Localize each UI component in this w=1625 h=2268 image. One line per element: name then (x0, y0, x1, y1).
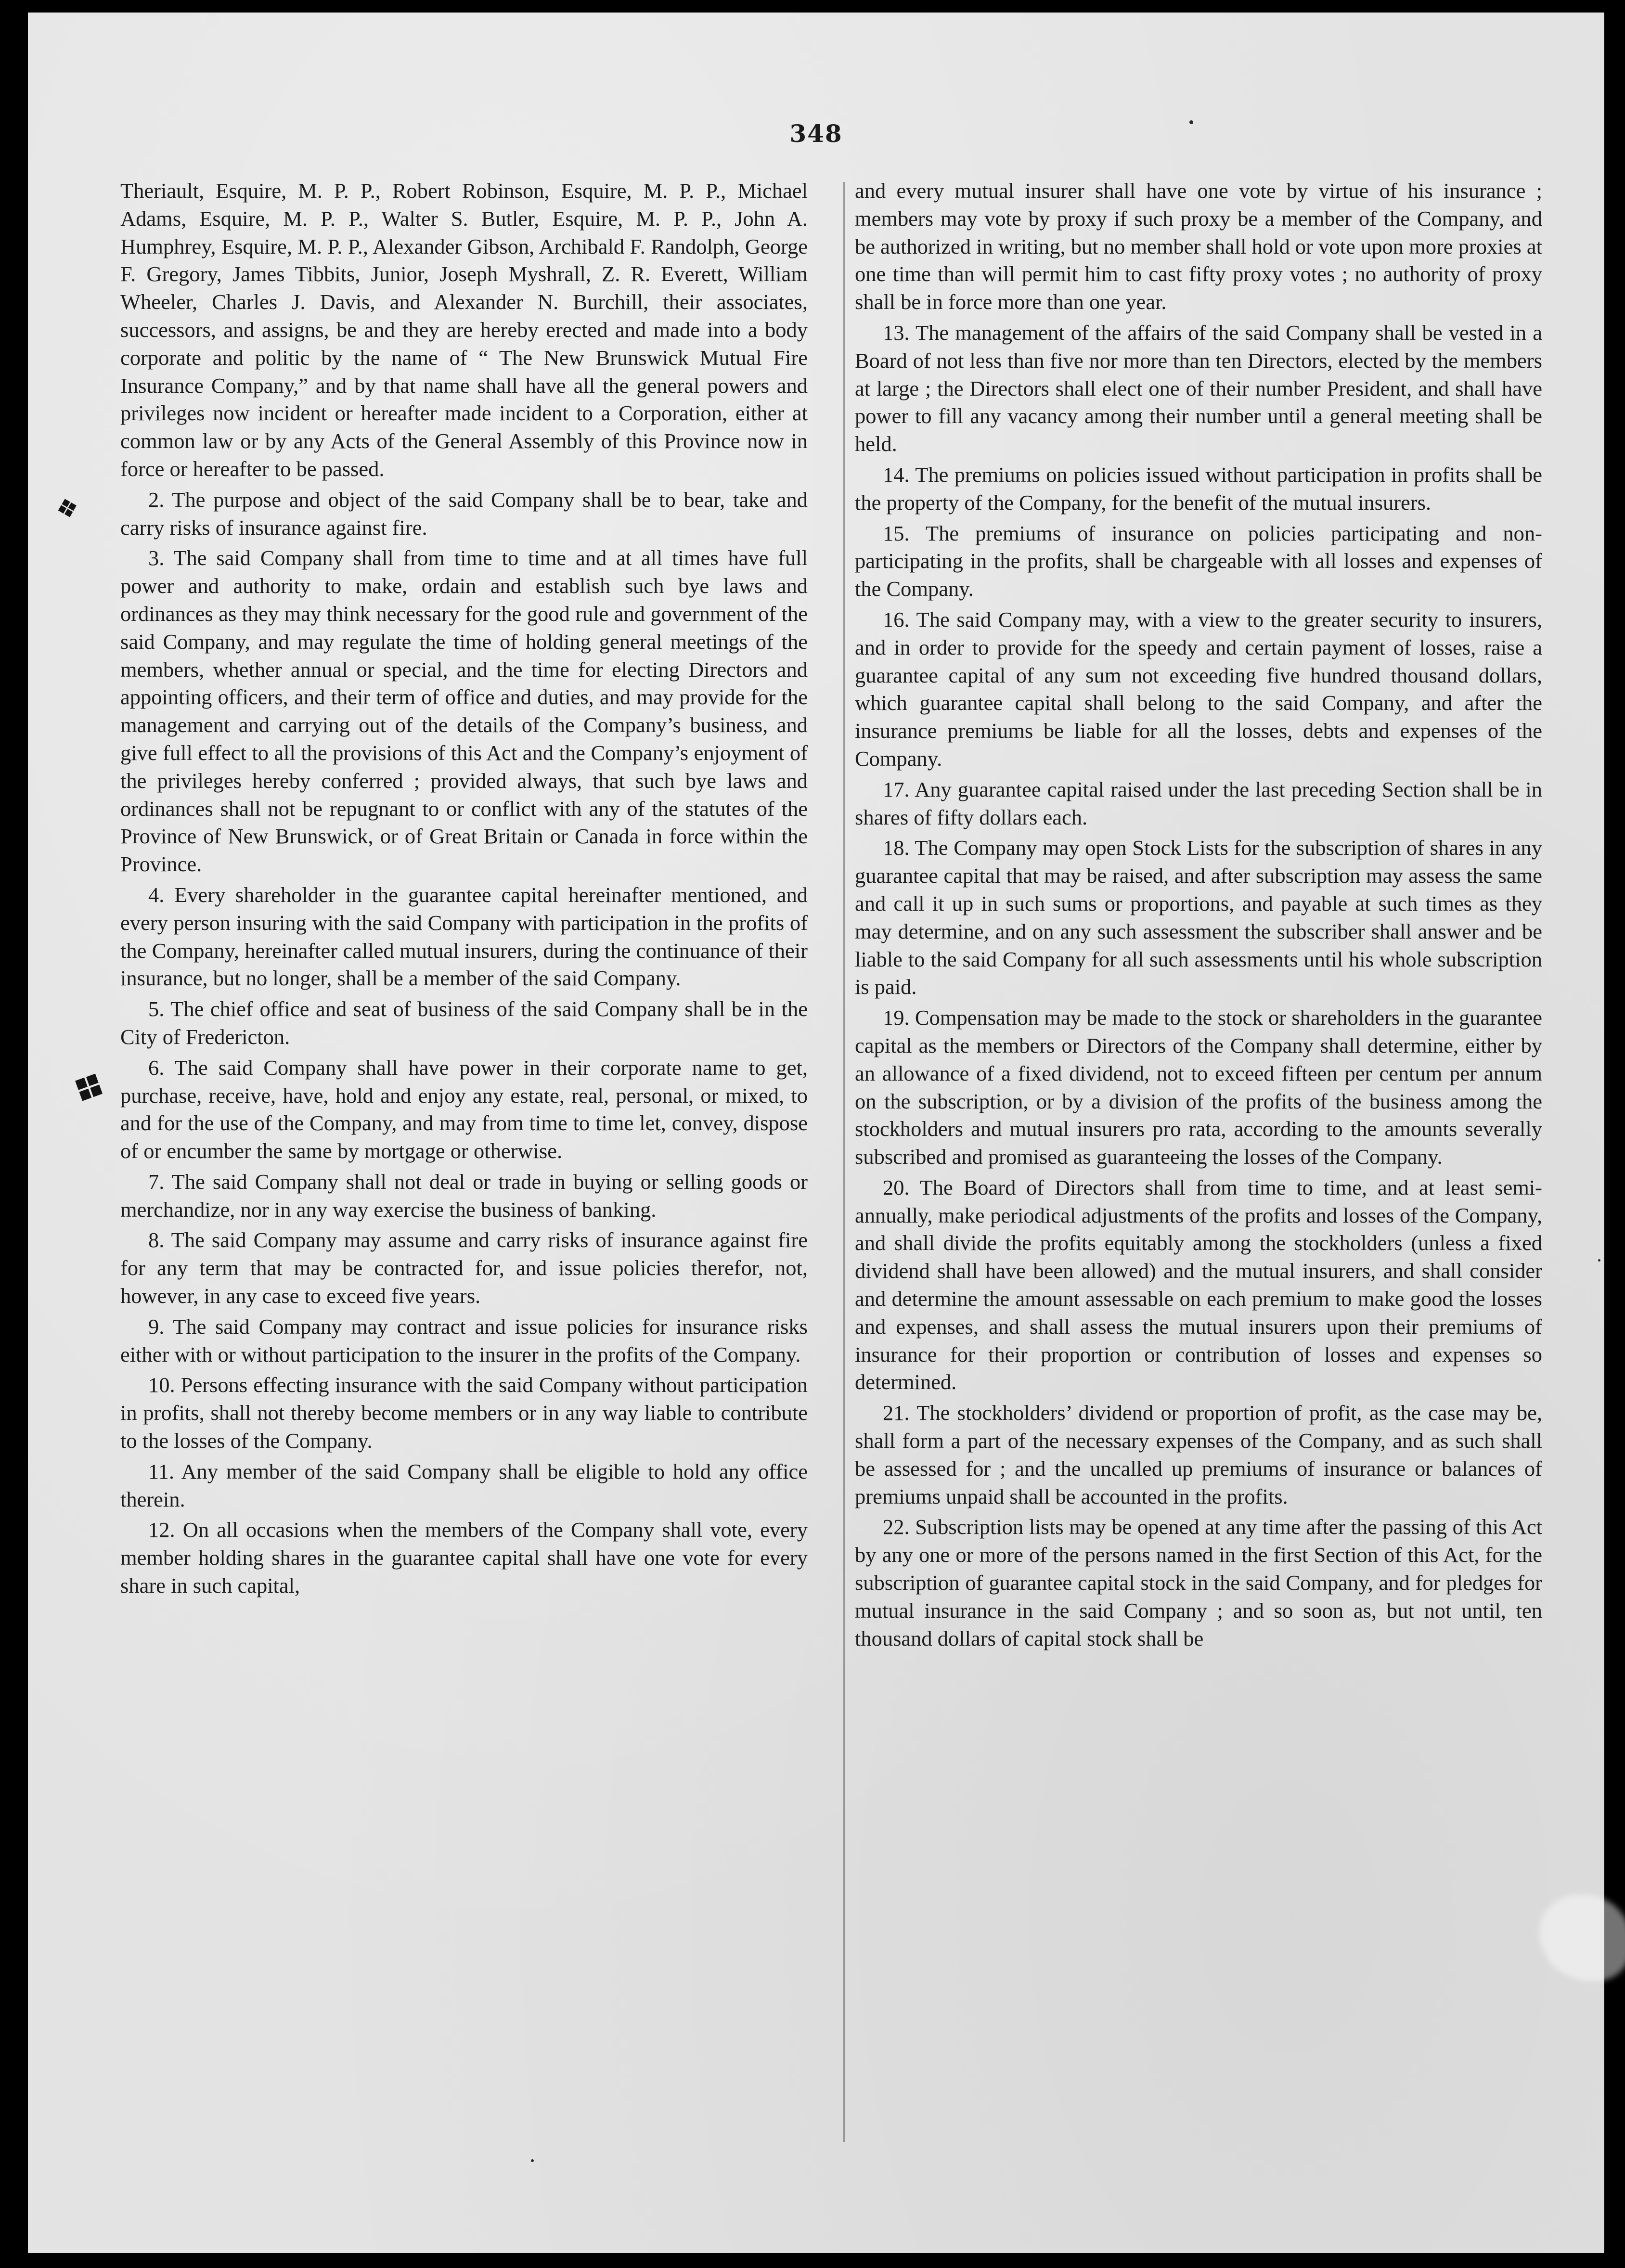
ink-blot-mark: ❖ (61, 1058, 116, 1118)
section-18: 18. The Company may open Stock Lists for the subscription of shares in any guarantee capital that may be raised, and after subscription may assess the same and call it up in such sums or proportions, and payable at such times as they may determine, and on any such assessment the subscriber shall answer and be liable to the said Company for all such assessments until his whole subscription is paid. (855, 836, 1542, 999)
ink-speck (531, 2159, 534, 2162)
section-17: 17. Any guarantee capital raised under the last preceding Section shall be in shares of fifty dollars each. (855, 777, 1542, 829)
section-20: 20. The Board of Directors shall from time to time, and at least semi-annually, make periodical adjustments of the profits and losses of the Company, and shall divide the profits equitably among the stockholders (unless a fixed dividend shall have been allowed) and the mutual insurers, and shall consider and determine the amount assessable on each premium to make good the losses and expenses, and shall assess the mutual insurers upon their premiums of insurance for their proportion or contribution of losses and expenses so determined. (855, 1175, 1542, 1394)
section-9: 9. The said Company may contract and issue policies for insurance risks either with or without participation to the insurer in the profits of the Company. (120, 1314, 808, 1366)
page-number: 348 (789, 119, 843, 148)
section-6: 6. The said Company shall have power in their corporate name to get, purchase, receive, have, hold and enjoy any estate, real, personal, or mixed, to and for the use of the Company, and may from time to time let, convey, dispose of or encumber the same by mortgage or otherwise. (120, 1055, 808, 1163)
section-11: 11. Any member of the said Company shall be eligible to hold any office therein. (120, 1459, 808, 1511)
section-21: 21. The stockholders’ dividend or proportion of profit, as the case may be, shall form a part of the necessary expenses of the Company, and as such shall be assessed for ; and the uncalled up premiums of insurance or balances of premiums unpaid shall be accounted in the profits. (855, 1401, 1542, 1508)
document-page (28, 13, 1604, 2253)
paragraph: and every mutual insurer shall have one vote by virtue of his insurance ; members may vote by proxy if such proxy be a member of the Company, and be authorized in writing, but no member shall hold or vote upon more proxies at one time than will permit him to cast fifty proxy votes ; no authority of proxy shall be in force more than one year. (855, 179, 1542, 314)
ink-blot-mark: ❖ (52, 490, 83, 527)
section-15: 15. The premiums of insurance on policies participating and non-participating in the profits, shall be chargeable with all losses and expenses of the Company. (855, 521, 1542, 601)
left-text-column (120, 177, 808, 1603)
right-text-column (855, 177, 1542, 1655)
section-22: 22. Subscription lists may be opened at any time after the passing of this Act by any one or more of the persons named in the first Section of this Act, for the subscription of guarantee capital stock in the said Company, and for pledges for mutual insurance in the said Company ; and so soon as, but not until, ten thousand dollars of capital stock shall be (855, 1515, 1542, 1650)
paper-crease (1539, 1894, 1625, 1981)
section-13: 13. The management of the affairs of the said Company shall be vested in a Board of not less than five nor more than ten Directors, elected by the members at large ; the Directors shall elect one of their number President, and shall have power to fill any vacancy among their number until a general meeting shall be held. (855, 320, 1542, 456)
section-7: 7. The said Company shall not deal or trade in buying or selling goods or merchandize, nor in any way exercise the business of banking. (120, 1169, 808, 1222)
section-16: 16. The said Company may, with a view to the greater security to insurers, and in order to provide for the speedy and certain payment of losses, raise a guarantee capital of any sum not exceeding five hundred thousand dollars, which guarantee capital shall belong to the said Company, and after the insurance premiums be liable for all the losses, debts and expenses of the Company. (855, 607, 1542, 771)
section-4: 4. Every shareholder in the guarantee capital hereinafter mentioned, and every person insuring with the said Company with participation in the profits of the Company, hereinafter called mutual insurers, during the continuance of their insurance, but no longer, shall be a member of the said Company. (120, 882, 808, 991)
paragraph: Theriault, Esquire, M. P. P., Robert Robinson, Esquire, M. P. P., Michael Adams, Esquire, M. P. P., Walter S. Butler, Esquire, M. P. P., John A. Humphrey, Esquire, M. P. P., Alexander Gibson, Archibald F. Randolph, George F. Gregory, James Tibbits, Junior, Joseph Myshrall, Z. R. Everett, William Wheeler, Charles J. Davis, and Alexander N. Burchill, their associates, successors, and assigns, be and they are hereby erected and made into a body corporate and politic by the name of “ The New Brunswick Mutual Fire Insurance Company,” and by that name shall have all the general powers and privileges now incident or hereafter made incident to a Corporation, either at common law or by any Acts of the General Assembly of this Province now in force or hereafter to be passed. (120, 179, 808, 481)
ink-speck (1598, 1259, 1600, 1262)
ink-speck (1189, 120, 1193, 124)
section-8: 8. The said Company may assume and carry risks of insurance against fire for any term that may be contracted for, and issue policies therefor, not, however, in any case to exceed five years. (120, 1228, 808, 1308)
section-2: 2. The purpose and object of the said Company shall be to bear, take and carry risks of insurance against fire. (120, 487, 808, 540)
section-10: 10. Persons effecting insurance with the said Company without participation in profits, shall not thereby become members or in any way liable to contribute to the losses of the Company. (120, 1373, 808, 1453)
section-14: 14. The premiums on policies issued without participation in profits shall be the property of the Company, for the benefit of the mutual insurers. (855, 462, 1542, 515)
section-19: 19. Compensation may be made to the stock or shareholders in the guarantee capital as the members or Directors of the Company shall determine, either by an allowance of a fixed dividend, not to exceed fifteen per centum per annum on the subscription, or by a division of the profits of the business among the stockholders and mutual insurers pro rata, according to the amounts severally subscribed and promised as guaranteeing the losses of the Company. (855, 1005, 1542, 1169)
section-3: 3. The said Company shall from time to time and at all times have full power and authority to make, ordain and establish such bye laws and ordinances as they may think necessary for the good rule and government of the said Company, and may regulate the time of holding general meetings of the members, whether annual or special, and the time for electing Directors and appointing officers, and their term of office and duties, and may provide for the management and carrying out of the details of the Company’s business, and give full effect to all the provisions of this Act and the Company’s enjoyment of the privileges hereby conferred ; provided always, that such bye laws and ordinances shall not be repugnant to or conflict with any of the statutes of the Province of New Brunswick, or of Great Britain or Canada in force within the Province. (120, 546, 808, 876)
section-12: 12. On all occasions when the members of the Company shall vote, every member holding shares in the guarantee capital shall have one vote for every share in such capital, (120, 1518, 808, 1598)
column-divider (843, 182, 845, 2142)
section-5: 5. The chief office and seat of business of the said Company shall be in the City of Fredericton. (120, 997, 808, 1049)
